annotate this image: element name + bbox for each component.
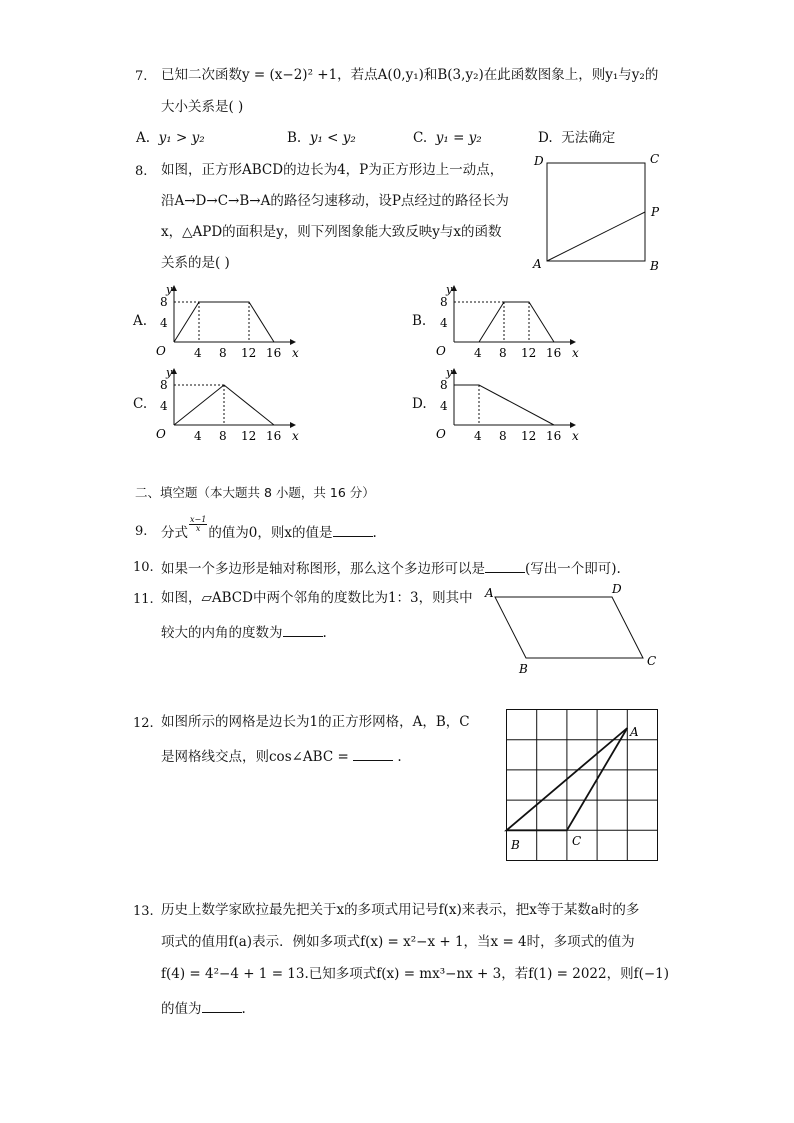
q13-answer-blank[interactable]	[202, 1000, 242, 1013]
q7-option-a[interactable]	[136, 132, 205, 146]
label-d: D	[534, 154, 544, 168]
option-label: A.	[136, 130, 151, 146]
q7-stem-line1: 已知二次函数y = (x−2)² +1，若点A(0,y₁)和B(3,y₂)在此函数图象上，则y₁与y₂的	[161, 67, 659, 83]
y-axis-label: y	[166, 366, 173, 379]
q8-square-figure	[530, 150, 670, 275]
q8-number: 8.	[135, 164, 148, 179]
x-tick-8: 8	[499, 429, 507, 443]
section-2-title: 二、填空题（本大题共 8 小题，共 16 分）	[135, 485, 375, 500]
q13-line1: 历史上数学家欧拉最先把关于x的多项式用记号f(x)来表示，把x等于某数a时的多	[161, 902, 640, 918]
q8-stem-line3: x，△APD的面积是y，则下列图象能大致反映y与x的函数	[161, 224, 502, 240]
y-axis-label: y	[446, 366, 453, 379]
label-a: A	[485, 586, 494, 600]
origin-label: O	[156, 344, 166, 358]
label-a: A	[630, 725, 639, 739]
label-a: A	[533, 257, 542, 271]
x-tick-4: 4	[194, 429, 202, 443]
x-tick-16: 16	[266, 429, 282, 443]
label-b: B	[519, 662, 528, 676]
option-text: y₁ = y₂	[435, 130, 482, 146]
q10-end: (写出一个即可).	[525, 561, 621, 577]
q9-frac-num: x−1	[190, 515, 207, 524]
option-text: y₁ < y₂	[309, 130, 356, 146]
q8-graph-d-label: D.	[412, 396, 427, 412]
q12-stem-line2	[161, 748, 402, 765]
q12-text: 是网格线交点，则cos∠ABC =	[161, 749, 349, 765]
origin-label: O	[156, 427, 166, 441]
label-c: C	[650, 152, 660, 166]
q7-number: 7.	[135, 69, 148, 84]
q13-end: .	[241, 1001, 246, 1017]
q11-stem-line1: 如图，▱ABCD中两个邻角的度数比为1：3，则其中	[161, 590, 473, 606]
q8-graph-c-label: C.	[133, 396, 148, 412]
q11-answer-blank[interactable]	[283, 624, 323, 637]
q11-parallelogram-figure	[480, 583, 670, 678]
y-axis-label: y	[446, 283, 453, 296]
q8-stem-line2: 沿A→D→C→B→A的路径匀速移动，设P点经过的路径长为	[161, 193, 509, 209]
q7-option-c[interactable]	[413, 132, 482, 146]
option-label: C.	[413, 130, 428, 146]
label-d: D	[612, 582, 622, 596]
q13-line4	[161, 1000, 246, 1017]
origin-label: O	[436, 427, 446, 441]
q13-line3: f(4) = 4²−4 + 1 = 13.已知多项式f(x) = mx³−nx + 3，若f(1) = 2022，则f(−1)	[161, 966, 670, 982]
origin-label: O	[436, 344, 446, 358]
q12-end: .	[397, 749, 402, 765]
y-tick-8: 8	[160, 378, 168, 392]
label-p: P	[651, 205, 660, 219]
q8-graph-c[interactable]	[150, 366, 310, 446]
x-tick-12: 12	[241, 429, 257, 443]
q12-grid-figure	[506, 709, 666, 869]
x-tick-8: 8	[499, 346, 507, 360]
y-tick-8: 8	[440, 295, 448, 309]
q11-text: 较大的内角的度数为	[161, 625, 283, 641]
option-label: D.	[538, 130, 553, 146]
q13-text: 的值为	[161, 1001, 202, 1017]
x-tick-16: 16	[546, 346, 562, 360]
x-tick-8: 8	[219, 346, 227, 360]
y-tick-4: 4	[440, 399, 448, 413]
x-tick-8: 8	[219, 429, 227, 443]
label-c: C	[572, 834, 582, 848]
q7-stem-line2: 大小关系是( )	[161, 99, 244, 115]
q9-stem	[161, 515, 377, 541]
q9-suffix: 的值为0，则x的值是	[208, 525, 333, 541]
y-tick-8: 8	[160, 295, 168, 309]
q8-graph-a[interactable]	[150, 283, 310, 363]
label-b: B	[650, 259, 659, 273]
q8-graph-a-label: A.	[133, 313, 148, 329]
q8-stem-line4: 关系的是( )	[161, 255, 230, 271]
y-tick-8: 8	[440, 378, 448, 392]
q7-option-b[interactable]	[287, 132, 356, 146]
q9-number: 9.	[135, 524, 148, 539]
x-tick-4: 4	[474, 346, 482, 360]
option-text: 无法确定	[561, 130, 616, 146]
q9-frac-den: x	[195, 524, 201, 533]
x-tick-4: 4	[194, 346, 202, 360]
q9-fraction	[189, 516, 207, 533]
x-axis-label: x	[292, 429, 299, 443]
q10-number: 10.	[133, 560, 154, 575]
x-axis-label: x	[572, 346, 579, 360]
label-b: B	[511, 838, 520, 852]
y-tick-4: 4	[160, 316, 168, 330]
y-axis-label: y	[166, 283, 173, 296]
y-tick-4: 4	[440, 316, 448, 330]
q7-option-d[interactable]	[538, 132, 615, 146]
q11-stem-line2	[161, 624, 327, 641]
y-tick-4: 4	[160, 399, 168, 413]
q11-end: .	[322, 625, 327, 641]
q8-graph-b[interactable]	[430, 283, 590, 363]
x-axis-label: x	[292, 346, 299, 360]
q8-graph-b-label: B.	[412, 313, 427, 329]
q12-answer-blank[interactable]	[353, 748, 393, 761]
label-c: C	[647, 654, 657, 668]
q10-stem	[161, 560, 621, 577]
option-text: y₁ > y₂	[158, 130, 205, 146]
x-tick-12: 12	[521, 429, 537, 443]
q12-number: 12.	[133, 716, 154, 731]
q12-stem-line1: 如图所示的网格是边长为1的正方形网格，A，B，C	[161, 714, 470, 730]
x-tick-4: 4	[474, 429, 482, 443]
x-tick-12: 12	[241, 346, 257, 360]
q13-number: 13.	[133, 904, 154, 919]
x-tick-12: 12	[521, 346, 537, 360]
x-tick-16: 16	[546, 429, 562, 443]
q8-graph-d[interactable]	[430, 366, 590, 446]
q8-stem-line1: 如图，正方形ABCD的边长为4，P为正方形边上一动点，	[161, 162, 504, 178]
q10-text: 如果一个多边形是轴对称图形，那么这个多边形可以是	[161, 561, 485, 577]
q9-prefix: 分式	[161, 525, 188, 541]
q9-end: .	[372, 525, 377, 541]
option-label: B.	[287, 130, 302, 146]
q10-answer-blank[interactable]	[485, 560, 525, 573]
x-axis-label: x	[572, 429, 579, 443]
q13-line2: 项式的值用f(a)表示．例如多项式f(x) = x²−x + 1，当x = 4时，多项式的值为	[161, 934, 635, 950]
q11-number: 11.	[133, 592, 154, 607]
x-tick-16: 16	[266, 346, 282, 360]
q9-answer-blank[interactable]	[333, 524, 373, 537]
